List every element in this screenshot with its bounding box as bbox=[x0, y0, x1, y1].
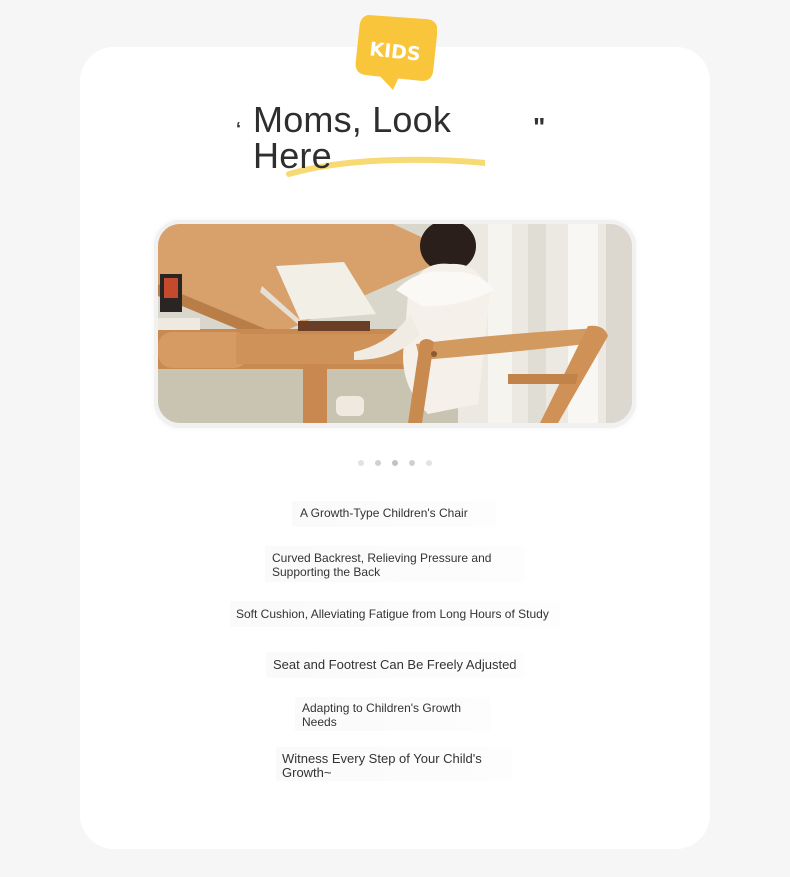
carousel-dot-4[interactable] bbox=[409, 460, 415, 466]
feature-item-4: Seat and Footrest Can Be Freely Adjusted bbox=[273, 657, 517, 672]
feature-item-3: Soft Cushion, Alleviating Fatigue from Long Hours of Study bbox=[236, 607, 549, 621]
carousel-dot-5[interactable] bbox=[426, 460, 432, 466]
close-quote bbox=[533, 112, 541, 143]
carousel-dot-3[interactable] bbox=[392, 460, 398, 466]
carousel-dot-1[interactable] bbox=[358, 460, 364, 466]
title-line-1: Moms, Look bbox=[253, 99, 452, 140]
feature-item-5: Adapting to Children's Growth Needs bbox=[302, 701, 462, 729]
badge-text: KIDS bbox=[368, 38, 422, 66]
carousel-pagination bbox=[356, 458, 434, 468]
title-line-2: Here bbox=[253, 135, 332, 176]
feature-item-1: A Growth-Type Children's Chair bbox=[300, 506, 468, 520]
kids-badge-icon bbox=[353, 12, 437, 92]
child-chair-photo bbox=[158, 224, 632, 423]
title-heading bbox=[253, 99, 513, 176]
feature-item-6: Witness Every Step of Your Child's Growth~ bbox=[282, 751, 482, 780]
close-quote-mark: " bbox=[533, 112, 542, 142]
open-quote: ‘ bbox=[236, 119, 242, 139]
page-title bbox=[233, 99, 563, 192]
feature-item-2: Curved Backrest, Relieving Pressure and Supporting the Back bbox=[272, 551, 492, 579]
carousel-dot-2[interactable] bbox=[375, 460, 381, 466]
carousel-image[interactable] bbox=[158, 224, 632, 423]
